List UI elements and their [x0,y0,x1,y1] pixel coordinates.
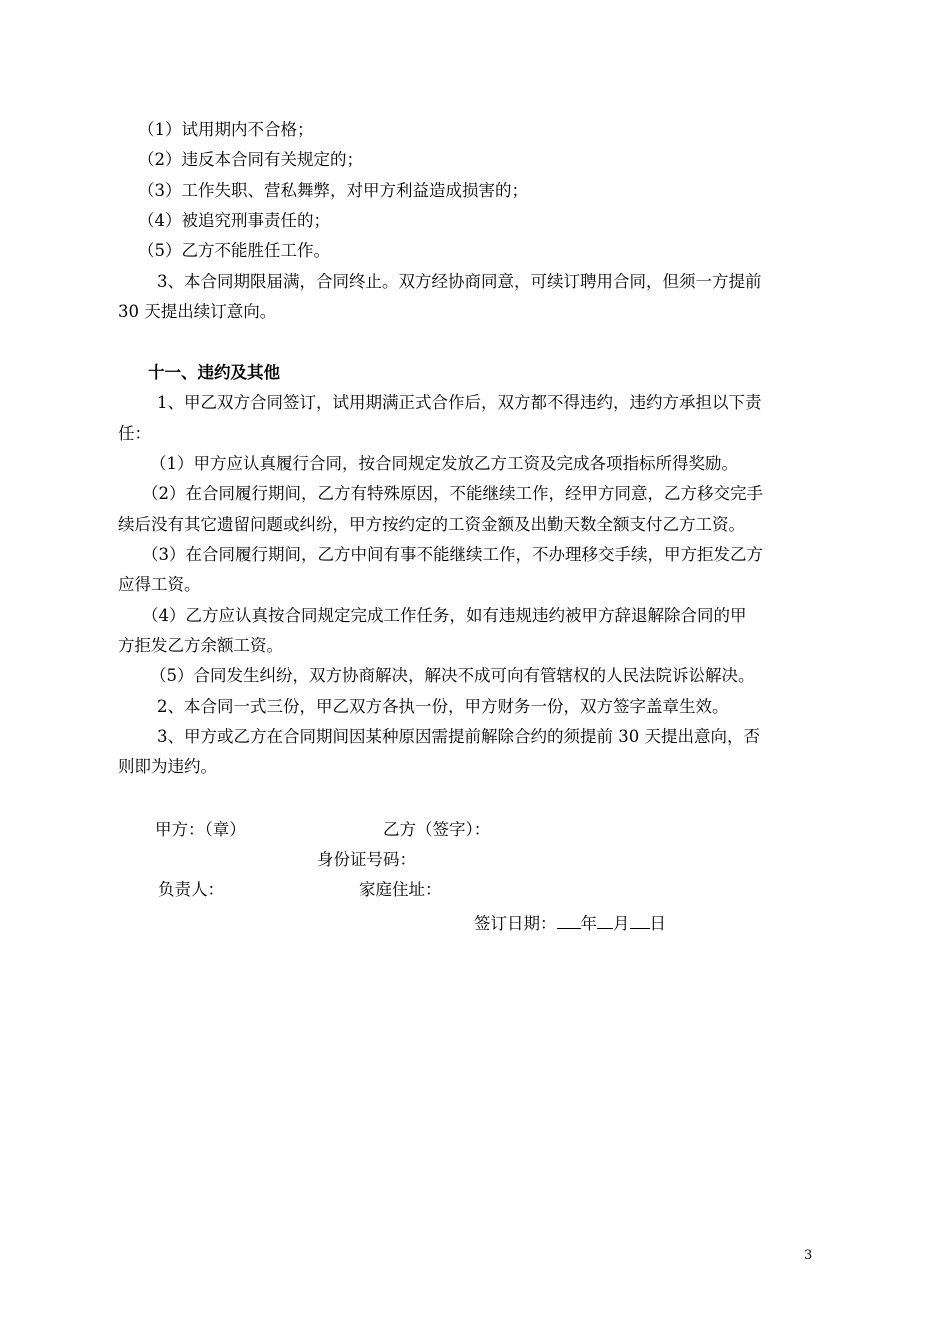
page-number: 3 [804,1248,813,1263]
clause-2: （2）违反本合同有关规定的； [138,150,363,169]
sub-3-line-1: （3）在合同履行期间，乙方中间有事不能继续工作，不办理移交手续，甲方拒发乙方 [142,545,763,564]
signing-date [474,911,666,934]
year-blank [557,911,581,929]
item-3-line-2: 30 天提出续订意向。 [118,302,277,321]
sub-3-line-2: 应得工资。 [118,575,201,594]
month-blank [597,911,613,929]
date-label: 签订日期： [474,914,557,933]
year-label: 年 [580,914,597,933]
para-1-line-2: 任： [118,424,151,443]
sub-2-line-2: 续后没有其它遗留问题或纠纷，甲方按约定的工资金额及出勤天数全额支付乙方工资。 [118,515,745,534]
clause-3: （3）工作失职、营私舞弊，对甲方利益造成损害的； [138,181,528,200]
sub-4-line-2: 方拒发乙方余额工资。 [118,636,283,655]
para-3-line-2: 则即为违约。 [118,757,217,776]
responsible-person-label: 负责人： [158,880,224,899]
day-blank [630,911,650,929]
section-heading: 十一、违约及其他 [148,363,280,382]
sub-1: （1）甲方应认真履行合同，按合同规定发放乙方工资及完成各项指标所得奖励。 [150,454,738,473]
clause-1: （1）试用期内不合格； [138,120,314,139]
clause-5: （5）乙方不能胜任工作。 [138,241,330,260]
party-a-label: 甲方：（章） [155,820,246,839]
sub-2-line-1: （2）在合同履行期间，乙方有特殊原因，不能继续工作，经甲方同意，乙方移交完手 [142,484,763,503]
item-3-line-1: 3、本合同期限届满，合同终止。双方经协商同意，可续订聘用合同，但须一方提前 [157,272,762,291]
month-label: 月 [613,914,630,933]
day-label: 日 [649,914,666,933]
para-2: 2、本合同一式三份，甲乙双方各执一份，甲方财务一份，双方签字盖章生效。 [157,697,729,716]
id-number-label: 身份证号码： [317,850,416,869]
para-1-line-1: 1、甲乙双方合同签订，试用期满正式合作后，双方都不得违约，违约方承担以下责 [157,393,762,412]
sub-4-line-1: （4）乙方应认真按合同规定完成工作任务，如有违规违约被甲方辞退解除合同的甲 [142,606,747,625]
party-b-label: 乙方（签字）： [383,820,491,839]
clause-4: （4）被追究刑事责任的； [138,211,330,230]
sub-5: （5）合同发生纠纷，双方协商解决，解决不成可向有管辖权的人民法院诉讼解决。 [150,666,755,685]
home-address-label: 家庭住址： [359,880,442,899]
para-3-line-1: 3、甲方或乙方在合同期间因某种原因需提前解除合约的须提前 30 天提出意向，否 [157,727,760,746]
